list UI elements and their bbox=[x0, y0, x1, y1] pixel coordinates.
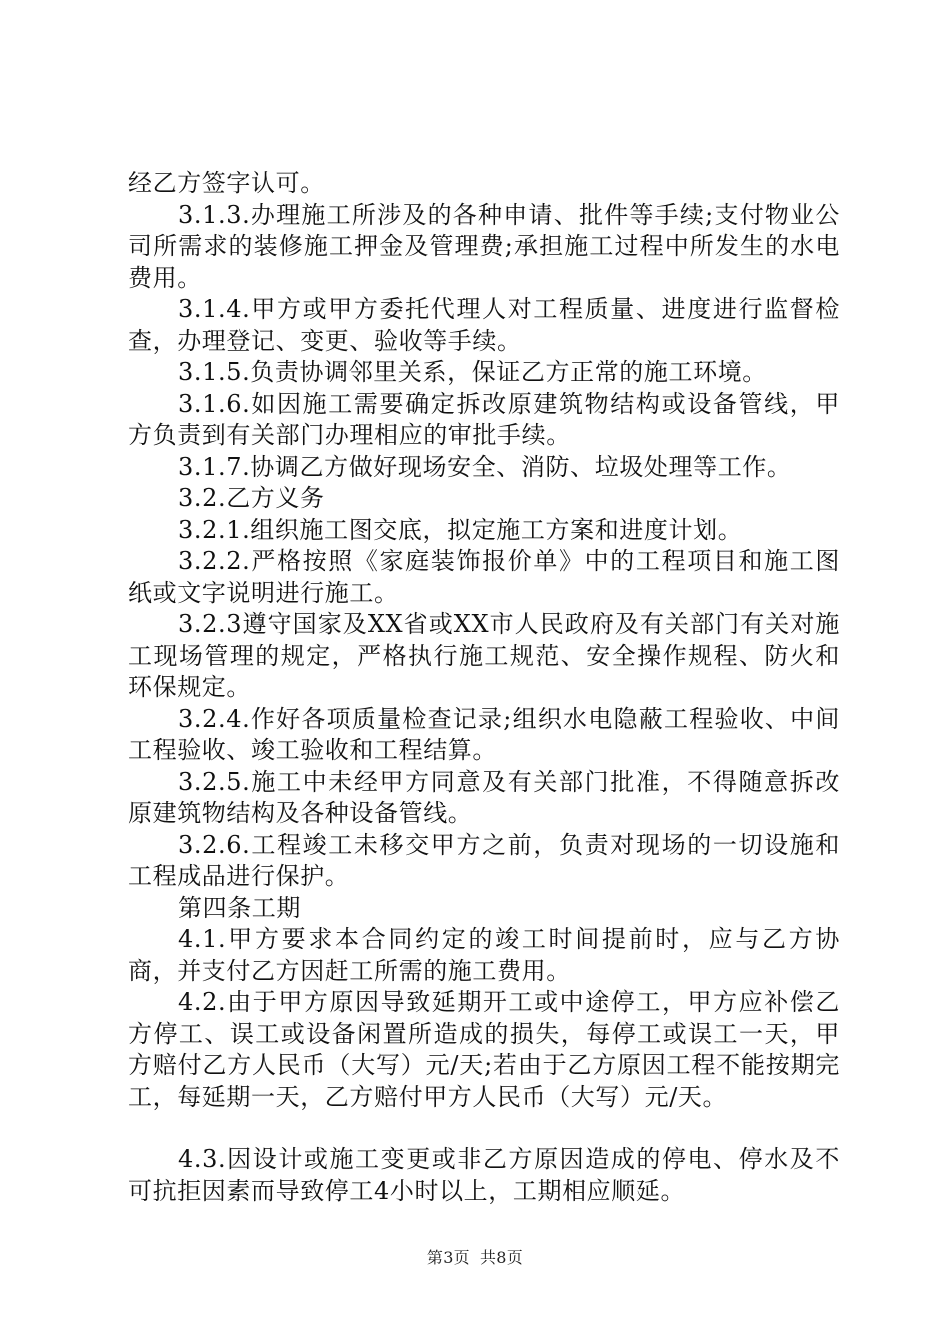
page-number-current: 第3页 bbox=[426, 1248, 470, 1267]
paragraph-continuation: 经乙方签字认可。 bbox=[128, 169, 325, 197]
page-number-total: 共8页 bbox=[480, 1248, 524, 1267]
paragraph-3-2-1: 3.2.1.组织施工图交底，拟定施工方案和进度计划。 bbox=[178, 515, 743, 544]
paragraph-3-2-6: 3.2.6.工程竣工未移交甲方之前，负责对现场的一切设施和工程成品进行保护。 bbox=[128, 830, 840, 890]
paragraph-3-1-3: 3.1.3.办理施工所涉及的各种申请、批件等手续;支付物业公司所需求的装修施工押金及管理费;承担施工过程中所发生的水电费用。 bbox=[128, 200, 840, 292]
page-footer bbox=[0, 1245, 950, 1268]
paragraph-3-2-4: 3.2.4.作好各项质量检查记录;组织水电隐蔽工程验收、中间工程验收、竣工验收和工程结算。 bbox=[128, 704, 840, 764]
paragraph-3-1-4: 3.1.4.甲方或甲方委托代理人对工程质量、进度进行监督检查，办理登记、变更、验收等手续。 bbox=[128, 295, 840, 355]
paragraph-3-2-2: 3.2.2.严格按照《家庭装饰报价单》中的工程项目和施工图纸或文字说明进行施工。 bbox=[128, 547, 840, 607]
paragraph-3-2-3: 3.2.3遵守国家及XX省或XX市人民政府及有关部门有关对施工现场管理的规定，严格执行施工规范、安全操作规程、防火和环保规定。 bbox=[128, 610, 840, 701]
paragraph-4-2: 4.2.由于甲方原因导致延期开工或中途停工，甲方应补偿乙方停工、误工或设备闲置所造成的损失，每停工或误工一天，甲方赔付乙方人民币（大写）元/天;若由于乙方原因工程不能按期完工，每延期一天，乙方赔付甲方人民币（大写）元/天。 bbox=[128, 988, 840, 1111]
paragraph-3-1-5: 3.1.5.负责协调邻里关系，保证乙方正常的施工环境。 bbox=[178, 358, 767, 386]
paragraph-4-1: 4.1.甲方要求本合同约定的竣工时间提前时，应与乙方协商，并支付乙方因赶工所需的施工费用。 bbox=[128, 925, 840, 985]
document-body bbox=[128, 168, 840, 1207]
paragraph-3-1-7: 3.1.7.协调乙方做好现场安全、消防、垃圾处理等工作。 bbox=[178, 452, 792, 481]
heading-3-2: 3.2.乙方义务 bbox=[178, 484, 325, 512]
paragraph-4-3: 4.3.因设计或施工变更或非乙方原因造成的停电、停水及不可抗拒因素而导致停工4小时以上，工期相应顺延。 bbox=[128, 1145, 840, 1205]
paragraph-3-2-5: 3.2.5.施工中未经甲方同意及有关部门批准，不得随意拆改原建筑物结构及各种设备管线。 bbox=[128, 767, 840, 827]
paragraph-3-1-6: 3.1.6.如因施工需要确定拆改原建筑物结构或设备管线，甲方负责到有关部门办理相应的审批手续。 bbox=[128, 389, 840, 449]
heading-article-4: 第四条工期 bbox=[178, 893, 301, 922]
